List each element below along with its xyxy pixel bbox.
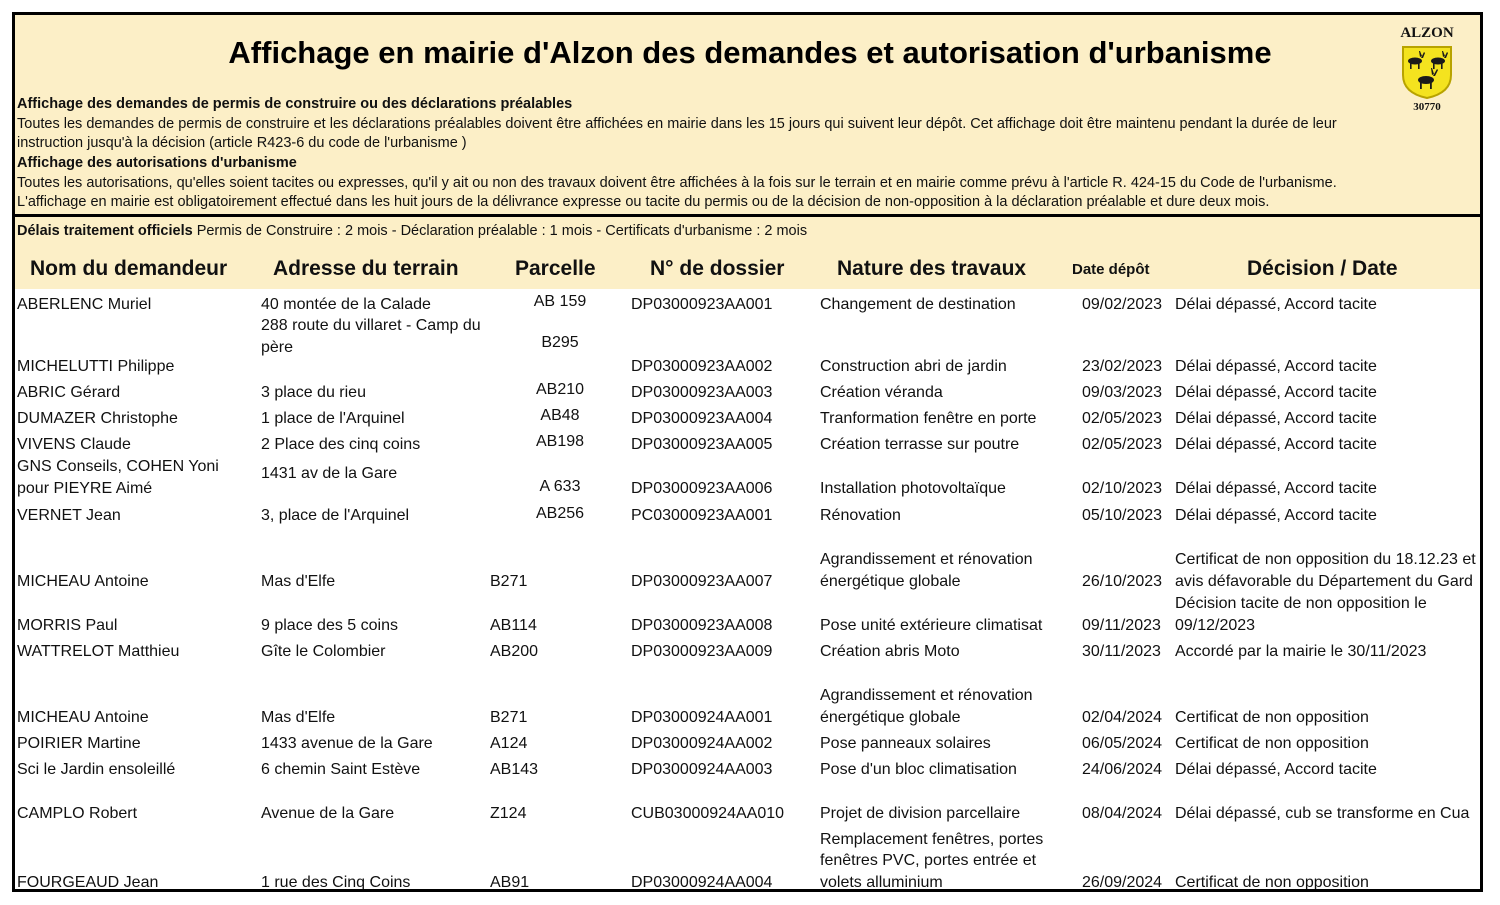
cell-address: 1433 avenue de la Gare (261, 734, 433, 752)
cell-date: 26/10/2023 (1082, 572, 1163, 590)
column-header-nature: Nature des travaux (837, 257, 1027, 280)
alzon-logo (1393, 21, 1461, 113)
cell-name: CAMPLO Robert (17, 804, 138, 822)
cell-decision: Décision tacite de non opposition le 09/12/2023 (1175, 595, 1427, 634)
cell-parcel: A124 (490, 734, 528, 752)
cell-date: 02/05/2023 (1082, 409, 1163, 427)
cell-address: 9 place des 5 coins (261, 616, 398, 634)
cell-parcel: AB210 (535, 380, 585, 398)
cell-decision: Délai dépassé, Accord tacite (1175, 357, 1377, 375)
cell-date: 30/11/2023 (1082, 642, 1161, 660)
cell-address: 1431 av de la Gare (261, 465, 398, 483)
cell-nature: Création véranda (820, 383, 943, 401)
cell-decision: Accordé par la mairie le 30/11/2023 (1175, 642, 1427, 660)
cell-address: 6 chemin Saint Estève (261, 760, 421, 778)
cell-parcel: B271 (490, 572, 528, 590)
cell-address: 288 route du villaret - Camp du père (261, 317, 481, 356)
cell-date: 06/05/2024 (1082, 734, 1163, 752)
cell-name: FOURGEAUD Jean (17, 873, 159, 891)
header-band (15, 15, 1480, 217)
table-header-band (15, 217, 1480, 289)
cell-nature: Création terrasse sur poutre (820, 435, 1020, 453)
cell-decision: Certificat de non opposition (1175, 734, 1369, 752)
cell-dossier: DP03000923AA007 (631, 572, 773, 590)
intro-text-autorisations-1: Toutes les autorisations, qu'elles soient tacites ou expresses, qu'il y ait ou non des travaux doivent être affichées à la fois sur le terrain et en mairie comme prévu à l'article R. 424-15 du Code de l'urbanisme. (17, 175, 1337, 191)
notice-board (12, 12, 1483, 892)
cell-nature: Pose panneaux solaires (820, 734, 991, 752)
cell-nature: Pose d'un bloc climatisation (820, 760, 1017, 778)
cell-dossier: DP03000924AA001 (631, 708, 773, 726)
cell-dossier: PC03000923AA001 (631, 506, 773, 524)
coat-of-arms-icon (1401, 45, 1453, 99)
column-header-date: Date dépôt (1072, 261, 1150, 278)
cell-decision: Certificat de non opposition du 18.12.23 et avis défavorable du Département du Gard (1175, 551, 1476, 590)
cell-decision: Délai dépassé, cub se transforme en Cua (1175, 804, 1470, 822)
cell-name: VERNET Jean (17, 506, 121, 524)
cell-nature: Installation photovoltaïque (820, 479, 1006, 497)
cell-address: Gîte le Colombier (261, 642, 386, 660)
cell-dossier: DP03000924AA002 (631, 734, 773, 752)
cell-name: GNS Conseils, COHEN Yoni pour PIEYRE Aimé (17, 458, 219, 497)
cell-date: 02/05/2023 (1082, 435, 1163, 453)
cell-dossier: DP03000923AA008 (631, 616, 773, 634)
cell-address: 3 place du rieu (261, 383, 366, 401)
intro-heading-autorisations: Affichage des autorisations d'urbanisme (17, 155, 297, 171)
logo-postcode: 30770 (1413, 101, 1441, 113)
cell-name: MICHEAU Antoine (17, 708, 149, 726)
cell-decision: Délai dépassé, Accord tacite (1175, 760, 1377, 778)
cell-address: Mas d'Elfe (261, 572, 336, 590)
cell-dossier: DP03000923AA006 (631, 479, 773, 497)
cell-name: POIRIER Martine (17, 734, 141, 752)
cell-date: 05/10/2023 (1082, 506, 1163, 524)
cell-date: 09/02/2023 (1082, 295, 1163, 313)
column-header-dossier: N° de dossier (650, 257, 785, 280)
cell-decision: Délai dépassé, Accord tacite (1175, 383, 1377, 401)
intro-text-autorisations-2: L'affichage en mairie est obligatoirement effectué dans les huit jours de la délivrance expresse ou tacite du permis ou de la décision de non-opposition à la déclaration préalable et dure deux mois. (17, 194, 1270, 210)
cell-dossier: DP03000924AA003 (631, 760, 773, 778)
cell-decision: Certificat de non opposition (1175, 873, 1369, 891)
cell-parcel: B271 (490, 708, 528, 726)
cell-address: 2 Place des cinq coins (261, 435, 421, 453)
cell-address: Mas d'Elfe (261, 708, 336, 726)
cell-nature: Rénovation (820, 506, 901, 524)
cell-name: VIVENS Claude (17, 435, 131, 453)
cell-decision: Délai dépassé, Accord tacite (1175, 295, 1377, 313)
cell-decision: Délai dépassé, Accord tacite (1175, 479, 1377, 497)
cell-nature: Tranformation fenêtre en porte (820, 409, 1037, 427)
cell-dossier: DP03000923AA001 (631, 295, 773, 313)
column-header-address: Adresse du terrain (273, 257, 459, 280)
cell-parcel: AB48 (540, 406, 580, 424)
cell-date: 24/06/2024 (1082, 760, 1163, 778)
cell-date: 02/10/2023 (1082, 479, 1163, 497)
intro-heading-demandes: Affichage des demandes de permis de construire ou des déclarations préalables (17, 96, 573, 112)
column-header-parcel: Parcelle (515, 257, 596, 280)
cell-date: 09/03/2023 (1082, 383, 1163, 401)
cell-name: MORRIS Paul (17, 616, 118, 634)
cell-nature: Changement de destination (820, 295, 1016, 313)
cell-date: 08/04/2024 (1082, 804, 1163, 822)
cell-parcel: AB256 (535, 504, 585, 522)
cell-nature: Agrandissement et rénovation énergétique globale (820, 687, 1033, 726)
cell-nature: Pose unité extérieure climatisat (820, 616, 1043, 634)
cell-decision: Délai dépassé, Accord tacite (1175, 409, 1377, 427)
processing-delays (17, 223, 807, 239)
cell-parcel: B295 (541, 334, 579, 352)
cell-dossier: DP03000923AA009 (631, 642, 773, 660)
cell-address: 40 montée de la Calade (261, 295, 431, 313)
intro-text-demandes-1: Toutes les demandes de permis de construire et les déclarations préalables doivent être affichées en mairie dans les 15 jours qui suivent leur dépôt. Cet affichage doit être maintenu pendant la durée de leur (17, 116, 1337, 132)
cell-name: DUMAZER Christophe (17, 409, 178, 427)
processing-delays-label: Délais traitement officiels (17, 223, 193, 239)
cell-nature: Création abris Moto (820, 642, 960, 660)
cell-parcel: Z124 (490, 804, 527, 822)
cell-decision: Certificat de non opposition (1175, 708, 1369, 726)
cell-name: Sci le Jardin ensoleillé (17, 760, 176, 778)
cell-parcel: AB 159 (533, 292, 587, 310)
cell-name: ABRIC Gérard (17, 383, 121, 401)
column-header-decision: Décision / Date (1247, 257, 1398, 280)
cell-dossier: DP03000923AA005 (631, 435, 773, 453)
cell-name: MICHELUTTI Philippe (17, 357, 175, 375)
cell-date: 02/04/2024 (1082, 708, 1163, 726)
cell-address: 1 place de l'Arquinel (261, 409, 405, 427)
cell-dossier: CUB03000924AA010 (631, 804, 785, 822)
processing-delays-text: Permis de Construire : 2 mois - Déclaration préalable : 1 mois - Certificats d'urbanisme : 2 mois (192, 223, 808, 239)
cell-date: 26/09/2024 (1082, 873, 1163, 891)
cell-address: 3, place de l'Arquinel (261, 506, 410, 524)
page-title: Affichage en mairie d'Alzon des demandes et autorisation d'urbanisme (228, 35, 1272, 70)
cell-dossier: DP03000923AA004 (631, 409, 773, 427)
cell-parcel: AB200 (490, 642, 539, 660)
cell-parcel: AB114 (490, 616, 537, 634)
cell-address: Avenue de la Gare (261, 804, 395, 822)
cell-dossier: DP03000923AA003 (631, 383, 773, 401)
cell-parcel: AB143 (490, 760, 539, 778)
cell-nature: Construction abri de jardin (820, 357, 1007, 375)
intro-text-demandes-2: instruction jusqu'à la décision (article R423-6 du code de l'urbanisme ) (17, 135, 467, 151)
cell-date: 09/11/2023 (1082, 616, 1161, 634)
cell-nature: Remplacement fenêtres, portes fenêtres PVC, portes entrée et volets alluminium (820, 830, 1044, 891)
cell-name: MICHEAU Antoine (17, 572, 149, 590)
column-header-name: Nom du demandeur (30, 257, 228, 280)
cell-name: ABERLENC Muriel (17, 295, 152, 313)
cell-name: WATTRELOT Matthieu (17, 642, 180, 660)
cell-decision: Délai dépassé, Accord tacite (1175, 506, 1377, 524)
cell-parcel: AB198 (535, 432, 585, 450)
logo-name: ALZON (1400, 25, 1454, 41)
cell-parcel: AB91 (490, 873, 530, 891)
cell-dossier: DP03000923AA002 (631, 357, 773, 375)
cell-nature: Projet de division parcellaire (820, 804, 1021, 822)
cell-address: 1 rue des Cinq Coins (261, 873, 411, 891)
cell-decision: Délai dépassé, Accord tacite (1175, 435, 1377, 453)
cell-parcel: A 633 (539, 477, 581, 495)
cell-date: 23/02/2023 (1082, 357, 1163, 375)
cell-nature: Agrandissement et rénovation énergétique globale (820, 551, 1033, 590)
cell-dossier: DP03000924AA004 (631, 873, 773, 891)
